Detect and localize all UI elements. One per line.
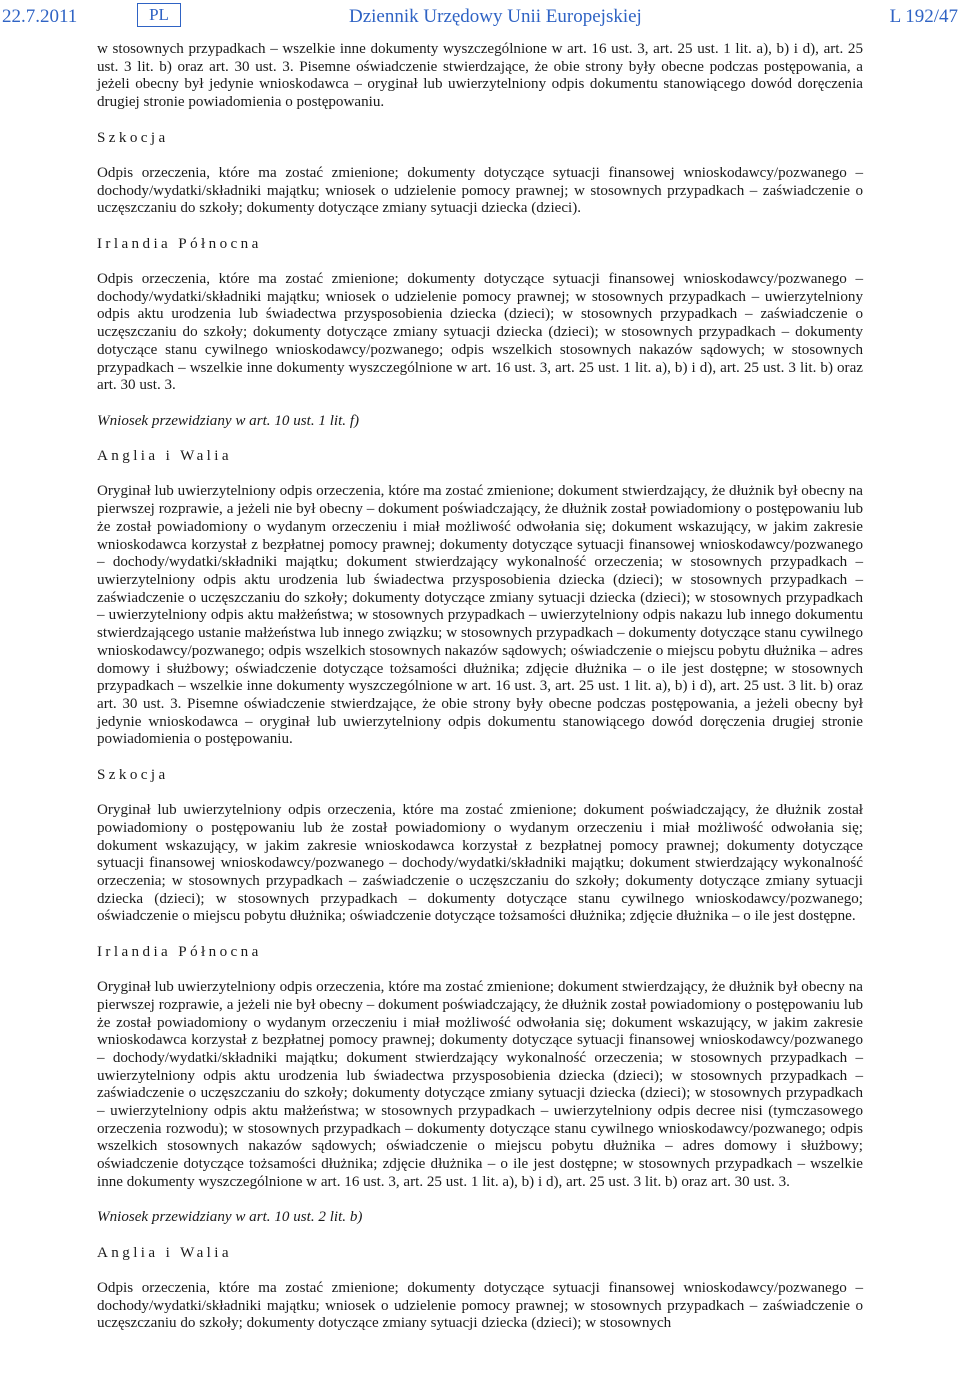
section-heading-northern-ireland: Irlandia Północna xyxy=(97,943,262,960)
section-heading-scotland: Szkocja xyxy=(97,129,169,146)
paragraph: Oryginał lub uwierzytelniony odpis orzeczenia, które ma zostać zmienione; dokument poświadczający, że dłużnik został powiadomiony o postępowaniu lub że został powiadomiony o wydanym orzeczeniu i miał możliwość odwołania się; dokument wskazujący, w jakim zakresie wnioskodawca korzystał z bezpłatnej pomocy prawnej; dokumenty dotyczące sytuacji finansowej wnioskodawcy/pozwanego – dochody/wydatki/składniki majątku; dokument stwierdzający wykonalność orzeczenia; w stosownych przypadkach – zaświadczenie o uczęszczaniu do szkoły; dokumenty dotyczące zmiany sytuacji dziecka (dzieci); w stosownych przypadkach – dokumenty dotyczące stanu cywilnego wnioskodawcy/pozwanego; oświadczenie o miejscu pobytu dłużnika; oświadczenie dotyczące tożsamości dłużnika; zdjęcie dłużnika – o ile jest dostępne. xyxy=(97,802,863,925)
page-reference: L 192/47 xyxy=(889,6,958,27)
paragraph: Odpis orzeczenia, które ma zostać zmienione; dokumenty dotyczące sytuacji finansowej wnioskodawcy/pozwanego – dochody/wydatki/składniki majątku; wniosek o udzielenie pomocy prawnej; w stosownych przypadkach – zaświadczenie o uczęszczaniu do szkoły; dokumenty dotyczące zmiany sytuacji dziecka (dzieci). xyxy=(97,164,863,217)
journal-title: Dziennik Urzędowy Unii Europejskiej xyxy=(349,6,642,27)
section-heading-northern-ireland: Irlandia Północna xyxy=(97,235,262,252)
request-subtitle: Wniosek przewidziany w art. 10 ust. 2 lit. b) xyxy=(97,1209,363,1226)
section-heading-england-wales: Anglia i Walia xyxy=(97,1244,232,1261)
paragraph: Oryginał lub uwierzytelniony odpis orzeczenia, które ma zostać zmienione; dokument stwierdzający, że dłużnik był obecny na pierwszej rozprawie, a jeżeli nie był obecny – dokument poświadczający, że dłużnik został powiadomiony o postępowaniu lub że został powiadomiony o wydanym orzeczeniu i miał możliwość odwołania się; dokument wskazujący, w jakim zakresie wnioskodawca korzystał z bezpłatnej pomocy prawnej; dokumenty dotyczące sytuacji finansowej wnioskodawcy/pozwanego – dochody/wydatki/składniki majątku; dokument stwierdzający wykonalność orzeczenia; w stosownych przypadkach – uwierzytelniony odpis aktu urodzenia lub świadectwa przysposobienia dziecka (dzieci); w stosownych przypadkach – zaświadczenie o uczęszczaniu do szkoły; dokumenty dotyczące zmiany sytuacji dziecka (dzieci); w stosownych przypadkach – uwierzytelniony odpis aktu małżeństwa; w stosownych przypadkach – uwierzytelniony odpis nakazu lub innego dokumentu stwierdzającego ustanie małżeństwa lub innego związku; w stosownych przypadkach – dokumenty dotyczące stanu cywilnego wnioskodawcy/pozwanego; odpis wszelkich stosownych nakazów sądowych; oświadczenie o miejscu pobytu dłużnika – adres domowy i służbowy; oświadczenie dotyczące tożsamości dłużnika; zdjęcie dłużnika – o ile jest dostępne; w stosownych przypadkach – wszelkie inne dokumenty wyszczególnione w art. 16 ust. 3, art. 25 ust. 1 lit. a), b) i d), art. 25 ust. 3 lit. b) oraz art. 30 ust. 3. Pisemne oświadczenie stwierdzające, że obie strony były obecne podczas postępowania, a jeżeli obecny był jedynie wnioskodawca – oryginał lub uwierzytelniony odpis dokumentu stanowiącego dowód doręczenia drugiej stronie powiadomienia o postępowaniu. xyxy=(97,483,863,748)
section-heading-england-wales: Anglia i Walia xyxy=(97,448,232,465)
language-badge: PL xyxy=(137,3,181,27)
paragraph: Odpis orzeczenia, które ma zostać zmienione; dokumenty dotyczące sytuacji finansowej wnioskodawcy/pozwanego – dochody/wydatki/składniki majątku; wniosek o udzielenie pomocy prawnej; w stosownych przypadkach – uwierzytelniony odpis aktu urodzenia lub świadectwa przysposobienia dziecka (dzieci); w stosownych przypadkach – zaświadczenie o uczęszczaniu do szkoły; dokumenty dotyczące zmiany sytuacji dziecka (dzieci); w stosownych przypadkach – dokumenty dotyczące stanu cywilnego wnioskodawcy/pozwanego; odpis wszelkich stosownych nakazów sądowych; w stosownych przypadkach – wszelkie inne dokumenty wyszczególnione w art. 16 ust. 3, art. 25 ust. 1 lit. a), b) i d), art. 25 ust. 3 lit. b) oraz art. 30 ust. 3. xyxy=(97,271,863,394)
document-body xyxy=(97,41,863,1333)
paragraph: w stosownych przypadkach – wszelkie inne dokumenty wyszczególnione w art. 16 ust. 3, art. 25 ust. 1 lit. a), b) i d), art. 25 ust. 3 lit. b) oraz art. 30 ust. 3. Pisemne oświadczenie stwierdzające, że obie strony były obecne podczas postępowania, a jeżeli obecny był jedynie wnioskodawca – oryginał lub uwierzytelniony odpis dokumentu stanowiącego dowód doręczenia drugiej stronie powiadomienia o postępowaniu. xyxy=(97,41,863,111)
request-subtitle: Wniosek przewidziany w art. 10 ust. 1 lit. f) xyxy=(97,412,360,429)
paragraph: Oryginał lub uwierzytelniony odpis orzeczenia, które ma zostać zmienione; dokument stwierdzający, że dłużnik był obecny na pierwszej rozprawie, a jeżeli nie był obecny – dokument poświadczający, że dłużnik został powiadomiony o postępowaniu lub że został powiadomiony o wydanym orzeczeniu i miał możliwość odwołania się; dokument wskazujący, w jakim zakresie wnioskodawca korzystał z bezpłatnej pomocy prawnej; dokumenty dotyczące sytuacji finansowej wnioskodawcy/pozwanego – dochody/wydatki/składniki majątku; dokument stwierdzający wykonalność orzeczenia; w stosownych przypadkach – uwierzytelniony odpis aktu urodzenia lub świadectwa przysposobienia dziecka (dzieci); w stosownych przypadkach – zaświadczenie o uczęszczaniu do szkoły; dokumenty dotyczące zmiany sytuacji dziecka (dzieci); w stosownych przypadkach – uwierzytelniony odpis aktu małżeństwa; w stosownych przypadkach – uwierzytelniony odpis decree nisi (tymczasowego orzeczenia rozwodu); w stosownych przypadkach – dokumenty dotyczące stanu cywilnego wnioskodawcy/pozwanego; odpis wszelkich stosownych nakazów sądowych; oświadczenie o miejscu pobytu dłużnika – adres domowy i służbowy; oświadczenie dotyczące tożsamości dłużnika; zdjęcie dłużnika – o ile jest dostępne; w stosownych przypadkach – wszelkie inne dokumenty wyszczególnione w art. 16 ust. 3, art. 25 ust. 1 lit. a), b) i d), art. 25 ust. 3 lit. b) oraz art. 30 ust. 3. xyxy=(97,979,863,1190)
section-heading-scotland: Szkocja xyxy=(97,766,169,783)
publication-date: 22.7.2011 xyxy=(2,6,78,27)
paragraph: Odpis orzeczenia, które ma zostać zmienione; dokumenty dotyczące sytuacji finansowej wnioskodawcy/pozwanego – dochody/wydatki/składniki majątku; wniosek o udzielenie pomocy prawnej; w stosownych przypadkach – zaświadczenie o uczęszczaniu do szkoły; dokumenty dotyczące zmiany sytuacji dziecka (dzieci); w stosownych xyxy=(97,1280,863,1332)
page-header xyxy=(0,6,960,36)
